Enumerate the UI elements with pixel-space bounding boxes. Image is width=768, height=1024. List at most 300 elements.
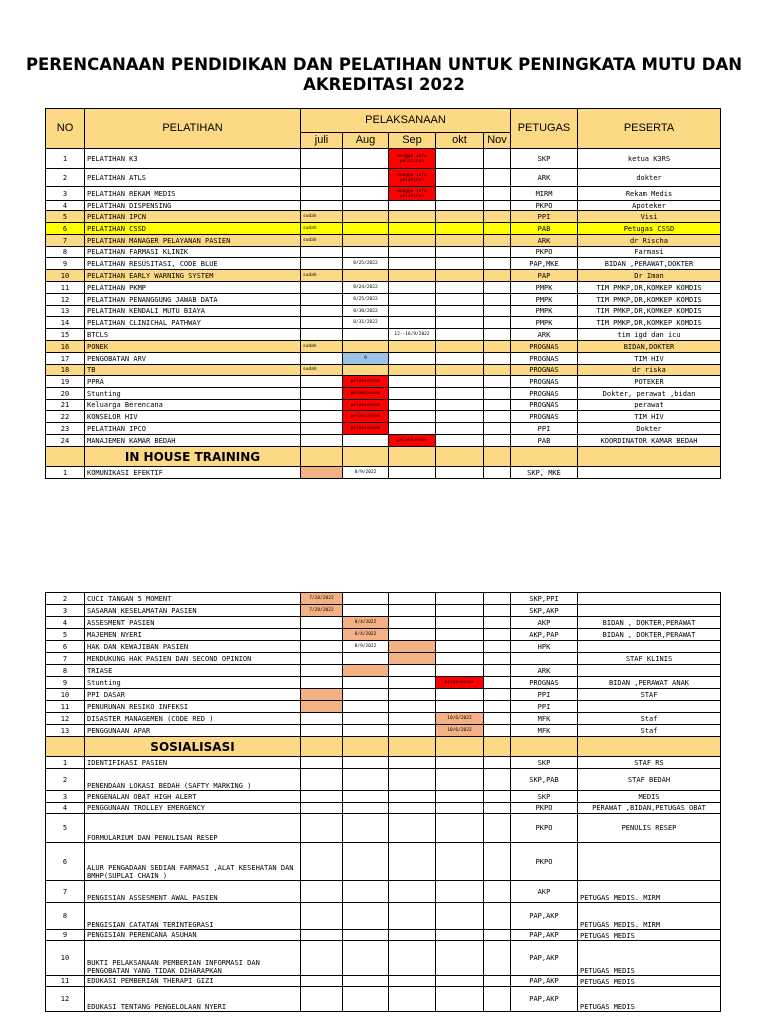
inhouse-section (46, 447, 721, 467)
schedule-cell-aug (343, 976, 389, 987)
petugas-cell: ARK (511, 169, 578, 187)
peserta-cell: PETUGAS MEDIS. MIRM (578, 903, 721, 930)
table-row (46, 617, 721, 629)
training-name: PELATIHAN REKAM MEDIS (85, 187, 301, 201)
peserta-cell: POTEKER (578, 376, 721, 388)
petugas-cell: PAP,AKP (511, 941, 578, 976)
row-number: 11 (46, 976, 85, 987)
schedule-cell-aug: pelaksanaan (343, 376, 389, 388)
table-row (46, 149, 721, 169)
schedule-cell-juli (301, 903, 343, 930)
petugas-cell: PPI (511, 423, 578, 435)
peserta-cell: tim igd dan icu (578, 329, 721, 341)
schedule-cell-juli (301, 376, 343, 388)
section-spacer (436, 737, 484, 757)
schedule-cell-juli (301, 665, 343, 677)
row-number: 6 (46, 641, 85, 653)
schedule-cell-okt: 10/6/2022 (436, 725, 484, 737)
training-name: PPRA (85, 376, 301, 388)
schedule-cell-okt (436, 169, 484, 187)
schedule-cell-nov (484, 941, 511, 976)
section-spacer (436, 447, 484, 467)
petugas-cell: AKP,PAP (511, 629, 578, 641)
peserta-cell: STAF KLINIS (578, 653, 721, 665)
table-row (46, 814, 721, 843)
schedule-cell-juli (301, 941, 343, 976)
petugas-cell: PKPO (511, 201, 578, 211)
table-row (46, 423, 721, 435)
schedule-cell-nov (484, 791, 511, 803)
schedule-cell-nov (484, 629, 511, 641)
table-row (46, 987, 721, 1012)
table-row (46, 665, 721, 677)
schedule-cell-sep (389, 881, 436, 903)
schedule-cell-sep (389, 814, 436, 843)
peserta-cell: TIM PMKP,DR,KOMKEP KOMDIS (578, 282, 721, 294)
table-row (46, 725, 721, 737)
schedule-cell-aug: pelaksanaan (343, 423, 389, 435)
schedule-cell-nov (484, 843, 511, 881)
petugas-cell: SKP (511, 791, 578, 803)
peserta-cell: BIDAN , DOKTER,PERAWAT (578, 629, 721, 641)
table-row (46, 843, 721, 881)
row-number: 11 (46, 282, 85, 294)
schedule-cell-juli (301, 258, 343, 270)
schedule-cell-sep (389, 713, 436, 725)
schedule-cell-juli: sudah (301, 211, 343, 223)
schedule-cell-aug (343, 930, 389, 941)
schedule-cell-nov (484, 149, 511, 169)
schedule-cell-okt (436, 235, 484, 247)
petugas-cell: PAP (511, 270, 578, 282)
table-row (46, 282, 721, 294)
peserta-cell: dr riska (578, 365, 721, 376)
schedule-cell-juli (301, 976, 343, 987)
row-number: 1 (46, 757, 85, 769)
peserta-cell: BIDAN , DOKTER,PERAWAT (578, 617, 721, 629)
section-spacer (343, 737, 389, 757)
schedule-cell-aug (343, 903, 389, 930)
row-number: 4 (46, 617, 85, 629)
schedule-cell-juli (301, 725, 343, 737)
training-name: PENGISIAN PERENCANA ASUHAN (85, 930, 301, 941)
schedule-cell-okt (436, 941, 484, 976)
schedule-cell-okt (436, 467, 484, 479)
row-number: 9 (46, 258, 85, 270)
schedule-cell-sep (389, 270, 436, 282)
schedule-cell-aug: 8/30/2022 (343, 306, 389, 317)
row-number: 1 (46, 149, 85, 169)
training-name: TB (85, 365, 301, 376)
schedule-cell-okt (436, 689, 484, 701)
schedule-cell-aug (343, 593, 389, 605)
schedule-cell-okt (436, 629, 484, 641)
petugas-cell: PAB (511, 223, 578, 235)
table-row (46, 689, 721, 701)
schedule-cell-sep (389, 306, 436, 317)
training-name: PELATIHAN KENDALI MUTU BIAYA (85, 306, 301, 317)
schedule-cell-okt (436, 294, 484, 306)
schedule-cell-okt (436, 987, 484, 1012)
schedule-cell-sep (389, 223, 436, 235)
row-number: 10 (46, 689, 85, 701)
schedule-cell-sep (389, 353, 436, 365)
training-name: PELATIHAN K3 (85, 149, 301, 169)
schedule-cell-aug: pelaksanaan (343, 400, 389, 411)
schedule-cell-sep (389, 930, 436, 941)
petugas-cell: PROGNAS (511, 376, 578, 388)
schedule-cell-aug: 9 (343, 353, 389, 365)
peserta-cell: PETUGAS MEDIS (578, 941, 721, 976)
table-row (46, 881, 721, 903)
peserta-cell (578, 467, 721, 479)
training-name: Keluarga Berencana (85, 400, 301, 411)
schedule-cell-okt (436, 423, 484, 435)
petugas-cell: PMPK (511, 317, 578, 329)
schedule-cell-juli (301, 201, 343, 211)
schedule-cell-aug (343, 881, 389, 903)
training-name: PENURUNAN RESIKO INFEKSI (85, 701, 301, 713)
schedule-cell-sep (389, 803, 436, 814)
schedule-cell-aug: pelaksanaan (343, 388, 389, 400)
table-row (46, 791, 721, 803)
schedule-cell-juli (301, 247, 343, 258)
schedule-cell-okt (436, 306, 484, 317)
schedule-cell-juli: 7/28/2022 (301, 605, 343, 617)
schedule-cell-sep (389, 211, 436, 223)
schedule-cell-juli (301, 149, 343, 169)
peserta-cell: Apoteker (578, 201, 721, 211)
petugas-cell: PROGNAS (511, 341, 578, 353)
schedule-cell-nov (484, 814, 511, 843)
schedule-cell-sep (389, 629, 436, 641)
header-petugas: PETUGAS (511, 109, 578, 149)
schedule-cell-nov (484, 400, 511, 411)
schedule-cell-nov (484, 467, 511, 479)
schedule-cell-aug (343, 201, 389, 211)
table-row (46, 341, 721, 353)
training-name: MENDUKUNG HAK PASIEN DAN SECOND OPINION (85, 653, 301, 665)
schedule-cell-nov (484, 306, 511, 317)
training-name: SASARAN KESELAMATAN PASIEN (85, 605, 301, 617)
section-spacer (578, 737, 721, 757)
schedule-cell-aug: pelaksanaan (343, 411, 389, 423)
schedule-cell-aug (343, 689, 389, 701)
peserta-cell: Petugas CSSD (578, 223, 721, 235)
training-name: PENGISIAN CATATAN TERINTEGRASI (85, 903, 301, 930)
schedule-cell-okt (436, 843, 484, 881)
petugas-cell: PROGNAS (511, 677, 578, 689)
peserta-cell: Staf (578, 725, 721, 737)
schedule-cell-nov (484, 881, 511, 903)
schedule-cell-okt (436, 376, 484, 388)
row-number: 8 (46, 665, 85, 677)
petugas-cell (511, 653, 578, 665)
petugas-cell: AKP (511, 881, 578, 903)
header-peserta: PESERTA (578, 109, 721, 149)
schedule-cell-juli (301, 987, 343, 1012)
section-spacer (46, 447, 85, 467)
schedule-cell-aug (343, 941, 389, 976)
row-number: 9 (46, 930, 85, 941)
peserta-cell: PERAWAT ,BIDAN,PETUGAS OBAT (578, 803, 721, 814)
schedule-cell-okt (436, 317, 484, 329)
schedule-cell-juli (301, 653, 343, 665)
schedule-cell-sep (389, 365, 436, 376)
schedule-cell-aug (343, 149, 389, 169)
petugas-cell: PKPO (511, 803, 578, 814)
schedule-cell-juli (301, 769, 343, 791)
table-row (46, 757, 721, 769)
row-number: 5 (46, 629, 85, 641)
schedule-cell-okt (436, 388, 484, 400)
schedule-cell-juli (301, 629, 343, 641)
table-row (46, 376, 721, 388)
schedule-cell-okt (436, 976, 484, 987)
petugas-cell: PROGNAS (511, 411, 578, 423)
petugas-cell: ARK (511, 235, 578, 247)
schedule-cell-sep (389, 605, 436, 617)
petugas-cell: MFK (511, 725, 578, 737)
sosialisasi-section-title: SOSIALISASI (85, 737, 301, 757)
petugas-cell: PAB (511, 435, 578, 447)
schedule-cell-nov (484, 201, 511, 211)
schedule-cell-juli (301, 641, 343, 653)
schedule-cell-sep (389, 677, 436, 689)
table-row (46, 169, 721, 187)
table-row (46, 769, 721, 791)
schedule-cell-nov (484, 689, 511, 701)
petugas-cell: PAP,AKP (511, 930, 578, 941)
schedule-cell-okt (436, 149, 484, 169)
schedule-cell-okt (436, 353, 484, 365)
peserta-cell: STAF BEDAH (578, 769, 721, 791)
header-month-aug: Aug (343, 133, 389, 149)
schedule-cell-sep (389, 617, 436, 629)
section-spacer (343, 447, 389, 467)
peserta-cell: Dr Iman (578, 270, 721, 282)
schedule-cell-nov (484, 365, 511, 376)
schedule-cell-juli (301, 881, 343, 903)
schedule-cell-sep (389, 725, 436, 737)
row-number: 3 (46, 187, 85, 201)
schedule-cell-aug (343, 701, 389, 713)
row-number: 15 (46, 329, 85, 341)
table-row (46, 329, 721, 341)
petugas-cell: MFK (511, 713, 578, 725)
schedule-cell-nov (484, 593, 511, 605)
schedule-cell-nov (484, 247, 511, 258)
row-number: 4 (46, 803, 85, 814)
row-number: 4 (46, 201, 85, 211)
page-title (0, 55, 768, 95)
inhouse-section-title: IN HOUSE TRAINING (85, 447, 301, 467)
schedule-cell-aug (343, 814, 389, 843)
training-name: PELATIHAN RESUSITASI, CODE BLUE (85, 258, 301, 270)
training-name: MANAJEMEN KAMAR BEDAH (85, 435, 301, 447)
peserta-cell: KOORDINATOR KAMAR BEDAH (578, 435, 721, 447)
section-spacer (389, 447, 436, 467)
petugas-cell: HPK (511, 641, 578, 653)
section-spacer (578, 447, 721, 467)
schedule-cell-okt (436, 201, 484, 211)
schedule-cell-aug (343, 247, 389, 258)
schedule-cell-okt (436, 903, 484, 930)
header-month-nov: Nov (484, 133, 511, 149)
row-number: 7 (46, 235, 85, 247)
table-row (46, 270, 721, 282)
schedule-cell-sep (389, 201, 436, 211)
schedule-cell-sep (389, 247, 436, 258)
schedule-cell-aug (343, 987, 389, 1012)
petugas-cell: PROGNAS (511, 400, 578, 411)
row-number: 12 (46, 713, 85, 725)
schedule-cell-okt (436, 258, 484, 270)
petugas-cell: PAP,AKP (511, 903, 578, 930)
peserta-cell (578, 665, 721, 677)
schedule-cell-okt (436, 617, 484, 629)
table-row (46, 235, 721, 247)
schedule-cell-okt (436, 653, 484, 665)
table-row (46, 258, 721, 270)
schedule-cell-okt (436, 814, 484, 843)
training-name: BTCLS (85, 329, 301, 341)
schedule-cell-aug (343, 223, 389, 235)
schedule-cell-aug: 8/4/2022 (343, 617, 389, 629)
table-row (46, 629, 721, 641)
row-number: 7 (46, 881, 85, 903)
schedule-cell-aug: 8/9/2022 (343, 467, 389, 479)
schedule-cell-sep: 12--16/9/2022 (389, 329, 436, 341)
training-name: CUCI TANGAN 5 MOMENT (85, 593, 301, 605)
schedule-cell-juli (301, 353, 343, 365)
schedule-cell-aug (343, 843, 389, 881)
schedule-cell-juli (301, 617, 343, 629)
schedule-cell-nov (484, 329, 511, 341)
schedule-cell-nov (484, 903, 511, 930)
schedule-cell-sep: menggu info pelatihan (389, 169, 436, 187)
schedule-cell-okt (436, 329, 484, 341)
schedule-cell-sep (389, 467, 436, 479)
schedule-cell-sep (389, 423, 436, 435)
schedule-cell-aug (343, 605, 389, 617)
schedule-cell-sep (389, 701, 436, 713)
petugas-cell: PROGNAS (511, 388, 578, 400)
schedule-cell-aug: 8/25/2022 (343, 294, 389, 306)
table-row (46, 388, 721, 400)
training-name: BUKTI PELAKSANAAN PEMBERIAN INFORMASI DAN PENGOBATAN YANG TIDAK DIHARAPKAN (85, 941, 301, 976)
training-name: PENGOBATAN ARV (85, 353, 301, 365)
training-name: PENGGUNAAN TROLLEY EMERGENCY (85, 803, 301, 814)
table-row (46, 223, 721, 235)
training-name: PELATIHAN IPCO (85, 423, 301, 435)
schedule-cell-nov (484, 757, 511, 769)
row-number: 10 (46, 270, 85, 282)
peserta-cell: PETUGAS MEDIS (578, 987, 721, 1012)
peserta-cell: BIDAN ,PERAWAT,DOKTER (578, 258, 721, 270)
schedule-cell-sep (389, 843, 436, 881)
schedule-cell-nov (484, 423, 511, 435)
schedule-cell-okt (436, 270, 484, 282)
schedule-cell-juli (301, 329, 343, 341)
schedule-cell-sep (389, 282, 436, 294)
schedule-cell-juli (301, 187, 343, 201)
table-row (46, 400, 721, 411)
table-row (46, 365, 721, 376)
schedule-cell-okt (436, 211, 484, 223)
table-row (46, 317, 721, 329)
schedule-cell-nov (484, 653, 511, 665)
petugas-cell: PMPK (511, 282, 578, 294)
schedule-cell-aug (343, 769, 389, 791)
petugas-cell: PKPO (511, 843, 578, 881)
schedule-cell-sep (389, 987, 436, 1012)
schedule-cell-juli: sudah (301, 270, 343, 282)
peserta-cell: dr Rischa (578, 235, 721, 247)
sosialisasi-section (46, 737, 721, 757)
petugas-cell: PKPO (511, 814, 578, 843)
header-pelaksanaan: PELAKSANAAN (301, 109, 511, 133)
training-name: EDUKASI TENTANG PENGELOLAAN NYERI (85, 987, 301, 1012)
schedule-cell-okt: 10/6/2022 (436, 713, 484, 725)
training-name: Stunting (85, 388, 301, 400)
schedule-cell-nov (484, 211, 511, 223)
petugas-cell: PAP,AKP (511, 987, 578, 1012)
row-number: 9 (46, 677, 85, 689)
schedule-cell-okt: pelaksanaan (436, 677, 484, 689)
row-number: 23 (46, 423, 85, 435)
schedule-cell-okt (436, 365, 484, 376)
schedule-cell-juli (301, 435, 343, 447)
peserta-cell (578, 843, 721, 881)
schedule-cell-sep (389, 341, 436, 353)
petugas-cell: PROGNAS (511, 353, 578, 365)
petugas-cell: MIRM (511, 187, 578, 201)
peserta-cell: Rekam Medis (578, 187, 721, 201)
schedule-cell-aug (343, 169, 389, 187)
petugas-cell: PKPO (511, 247, 578, 258)
header-pelatihan: PELATIHAN (85, 109, 301, 149)
row-number: 2 (46, 769, 85, 791)
schedule-cell-juli: sudah (301, 235, 343, 247)
schedule-cell-sep (389, 791, 436, 803)
schedule-cell-sep (389, 757, 436, 769)
row-number: 5 (46, 211, 85, 223)
peserta-cell: PETUGAS MEDIS (578, 976, 721, 987)
peserta-cell: Dokter, perawat ,bidan (578, 388, 721, 400)
schedule-cell-aug: 8/31/2022 (343, 317, 389, 329)
table-row (46, 976, 721, 987)
schedule-cell-nov (484, 641, 511, 653)
training-name: FORMULARIUM DAN PENULISAN RESEP (85, 814, 301, 843)
row-number: 11 (46, 701, 85, 713)
schedule-cell-juli (301, 423, 343, 435)
petugas-cell: PPI (511, 701, 578, 713)
table-row (46, 593, 721, 605)
title-line-2: AKREDITASI 2022 (303, 75, 465, 94)
schedule-cell-juli (301, 713, 343, 725)
schedule-cell-okt (436, 769, 484, 791)
peserta-cell: TIM HIV (578, 411, 721, 423)
table-row (46, 903, 721, 930)
row-number: 12 (46, 294, 85, 306)
schedule-cell-nov (484, 976, 511, 987)
training-name: ASSESMENT PASIEN (85, 617, 301, 629)
row-number: 19 (46, 376, 85, 388)
table-row (46, 641, 721, 653)
section-spacer (389, 737, 436, 757)
petugas-cell: PMPK (511, 306, 578, 317)
